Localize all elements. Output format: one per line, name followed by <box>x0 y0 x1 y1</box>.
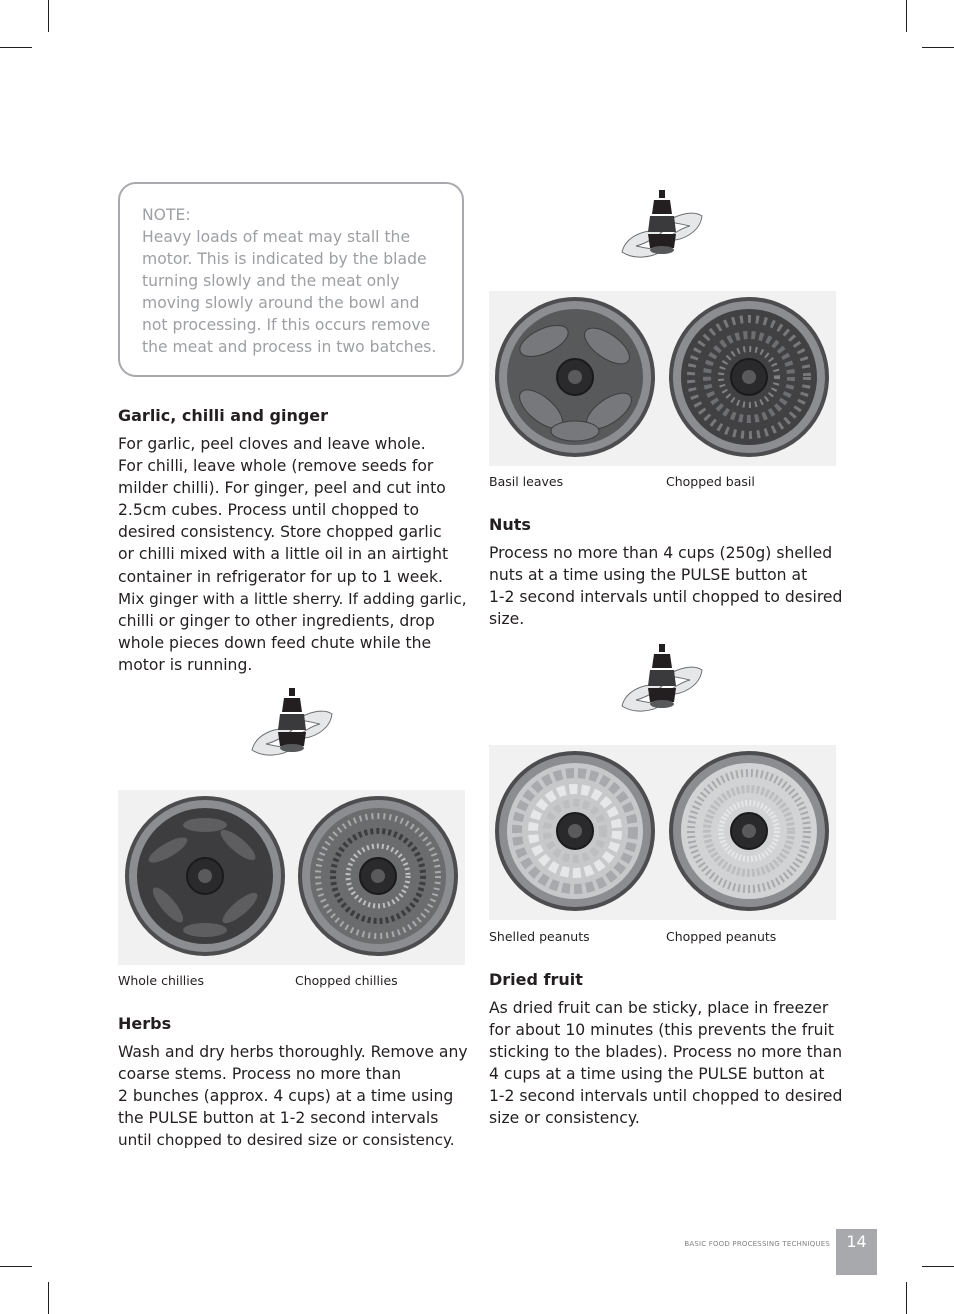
page-number: 14 <box>836 1229 877 1275</box>
crop-mark <box>922 47 954 48</box>
note-line: Heavy loads of meat may stall the <box>142 228 411 246</box>
photo-whole-chillies <box>118 790 292 965</box>
text-line: 2.5cm cubes. Process until chopped to <box>118 501 420 520</box>
nuts-body <box>489 542 849 630</box>
caption-basil-leaves: Basil leaves <box>489 474 564 489</box>
photo-chopped-peanuts <box>662 745 836 920</box>
text-line: nuts at a time using the PULSE button at <box>489 566 808 585</box>
text-line: Wash and dry herbs thoroughly. Remove any <box>118 1043 468 1061</box>
note-line: moving slowly around the bowl and <box>142 294 420 312</box>
text-line: milder chilli). For ginger, peel and cut into <box>118 479 446 498</box>
text-line: or chilli mixed with a little oil in an airtight <box>118 545 449 564</box>
nuts-heading: Nuts <box>489 515 531 534</box>
text-line: 4 cups at a time using the PULSE button at <box>489 1065 825 1084</box>
crop-mark <box>0 47 32 48</box>
note-text <box>142 204 452 358</box>
footer-section-title: BASIC FOOD PROCESSING TECHNIQUES <box>684 1240 830 1248</box>
text-line: motor is running. <box>118 655 253 674</box>
dried-fruit-body <box>489 997 849 1130</box>
text-line: desired consistency. Store chopped garlic <box>118 523 442 542</box>
crop-mark <box>906 1282 907 1314</box>
text-line: For chilli, leave whole (remove seeds for <box>118 457 434 476</box>
garlic-body <box>118 433 478 676</box>
text-line: size. <box>489 610 525 629</box>
text-line: chilli or ginger to other ingredients, drop <box>118 611 435 630</box>
text-line: for about 10 minutes (this prevents the fruit <box>489 1021 834 1040</box>
text-line: 2 bunches (approx. 4 cups) at a time using <box>118 1087 454 1106</box>
photo-shelled-peanuts <box>489 745 662 920</box>
photo-chopped-basil <box>662 291 836 466</box>
crop-mark <box>0 1266 32 1267</box>
note-line: turning slowly and the meat only <box>142 272 400 290</box>
text-line: Process no more than 4 cups (250g) shelled <box>489 544 833 562</box>
herbs-body <box>118 1041 478 1151</box>
crop-mark <box>906 0 907 32</box>
garlic-heading: Garlic, chilli and ginger <box>118 406 329 425</box>
text-line: until chopped to desired size or consistency. <box>118 1131 455 1150</box>
crop-mark <box>48 1282 49 1314</box>
crop-mark <box>922 1266 954 1267</box>
chopping-blade-icon <box>616 188 708 268</box>
herbs-heading: Herbs <box>118 1014 172 1033</box>
chopping-blade-icon <box>616 642 708 722</box>
crop-mark <box>48 0 49 32</box>
dried-fruit-heading: Dried fruit <box>489 970 583 989</box>
caption-shelled-peanuts: Shelled peanuts <box>489 929 590 944</box>
photo-basil-leaves <box>489 291 662 466</box>
note-line: the meat and process in two batches. <box>142 338 437 356</box>
note-line: not processing. If this occurs remove <box>142 316 431 334</box>
text-line: 1-2 second intervals until chopped to desired <box>489 1087 843 1106</box>
text-line: whole pieces down feed chute while the <box>118 633 432 652</box>
text-line: sticking to the blades). Process no more than <box>489 1043 843 1062</box>
text-line: Mix ginger with a little sherry. If adding garlic, <box>118 589 467 608</box>
text-line: For garlic, peel cloves and leave whole. <box>118 435 426 453</box>
text-line: coarse stems. Process no more than <box>118 1065 402 1084</box>
note-label: NOTE: <box>142 206 191 224</box>
text-line: 1-2 second intervals until chopped to desired <box>489 588 843 607</box>
text-line: the PULSE button at 1-2 second intervals <box>118 1109 439 1128</box>
note-line: motor. This is indicated by the blade <box>142 250 427 268</box>
text-line: As dried fruit can be sticky, place in freezer <box>489 999 829 1017</box>
caption-chopped-peanuts: Chopped peanuts <box>666 929 777 944</box>
chopping-blade-icon <box>246 686 338 766</box>
text-line: size or consistency. <box>489 1109 640 1128</box>
text-line: container in refrigerator for up to 1 week. <box>118 567 443 586</box>
caption-chopped-basil: Chopped basil <box>666 474 755 489</box>
caption-whole-chillies: Whole chillies <box>118 973 204 988</box>
caption-chopped-chillies: Chopped chillies <box>295 973 398 988</box>
photo-chopped-chillies <box>292 790 465 965</box>
